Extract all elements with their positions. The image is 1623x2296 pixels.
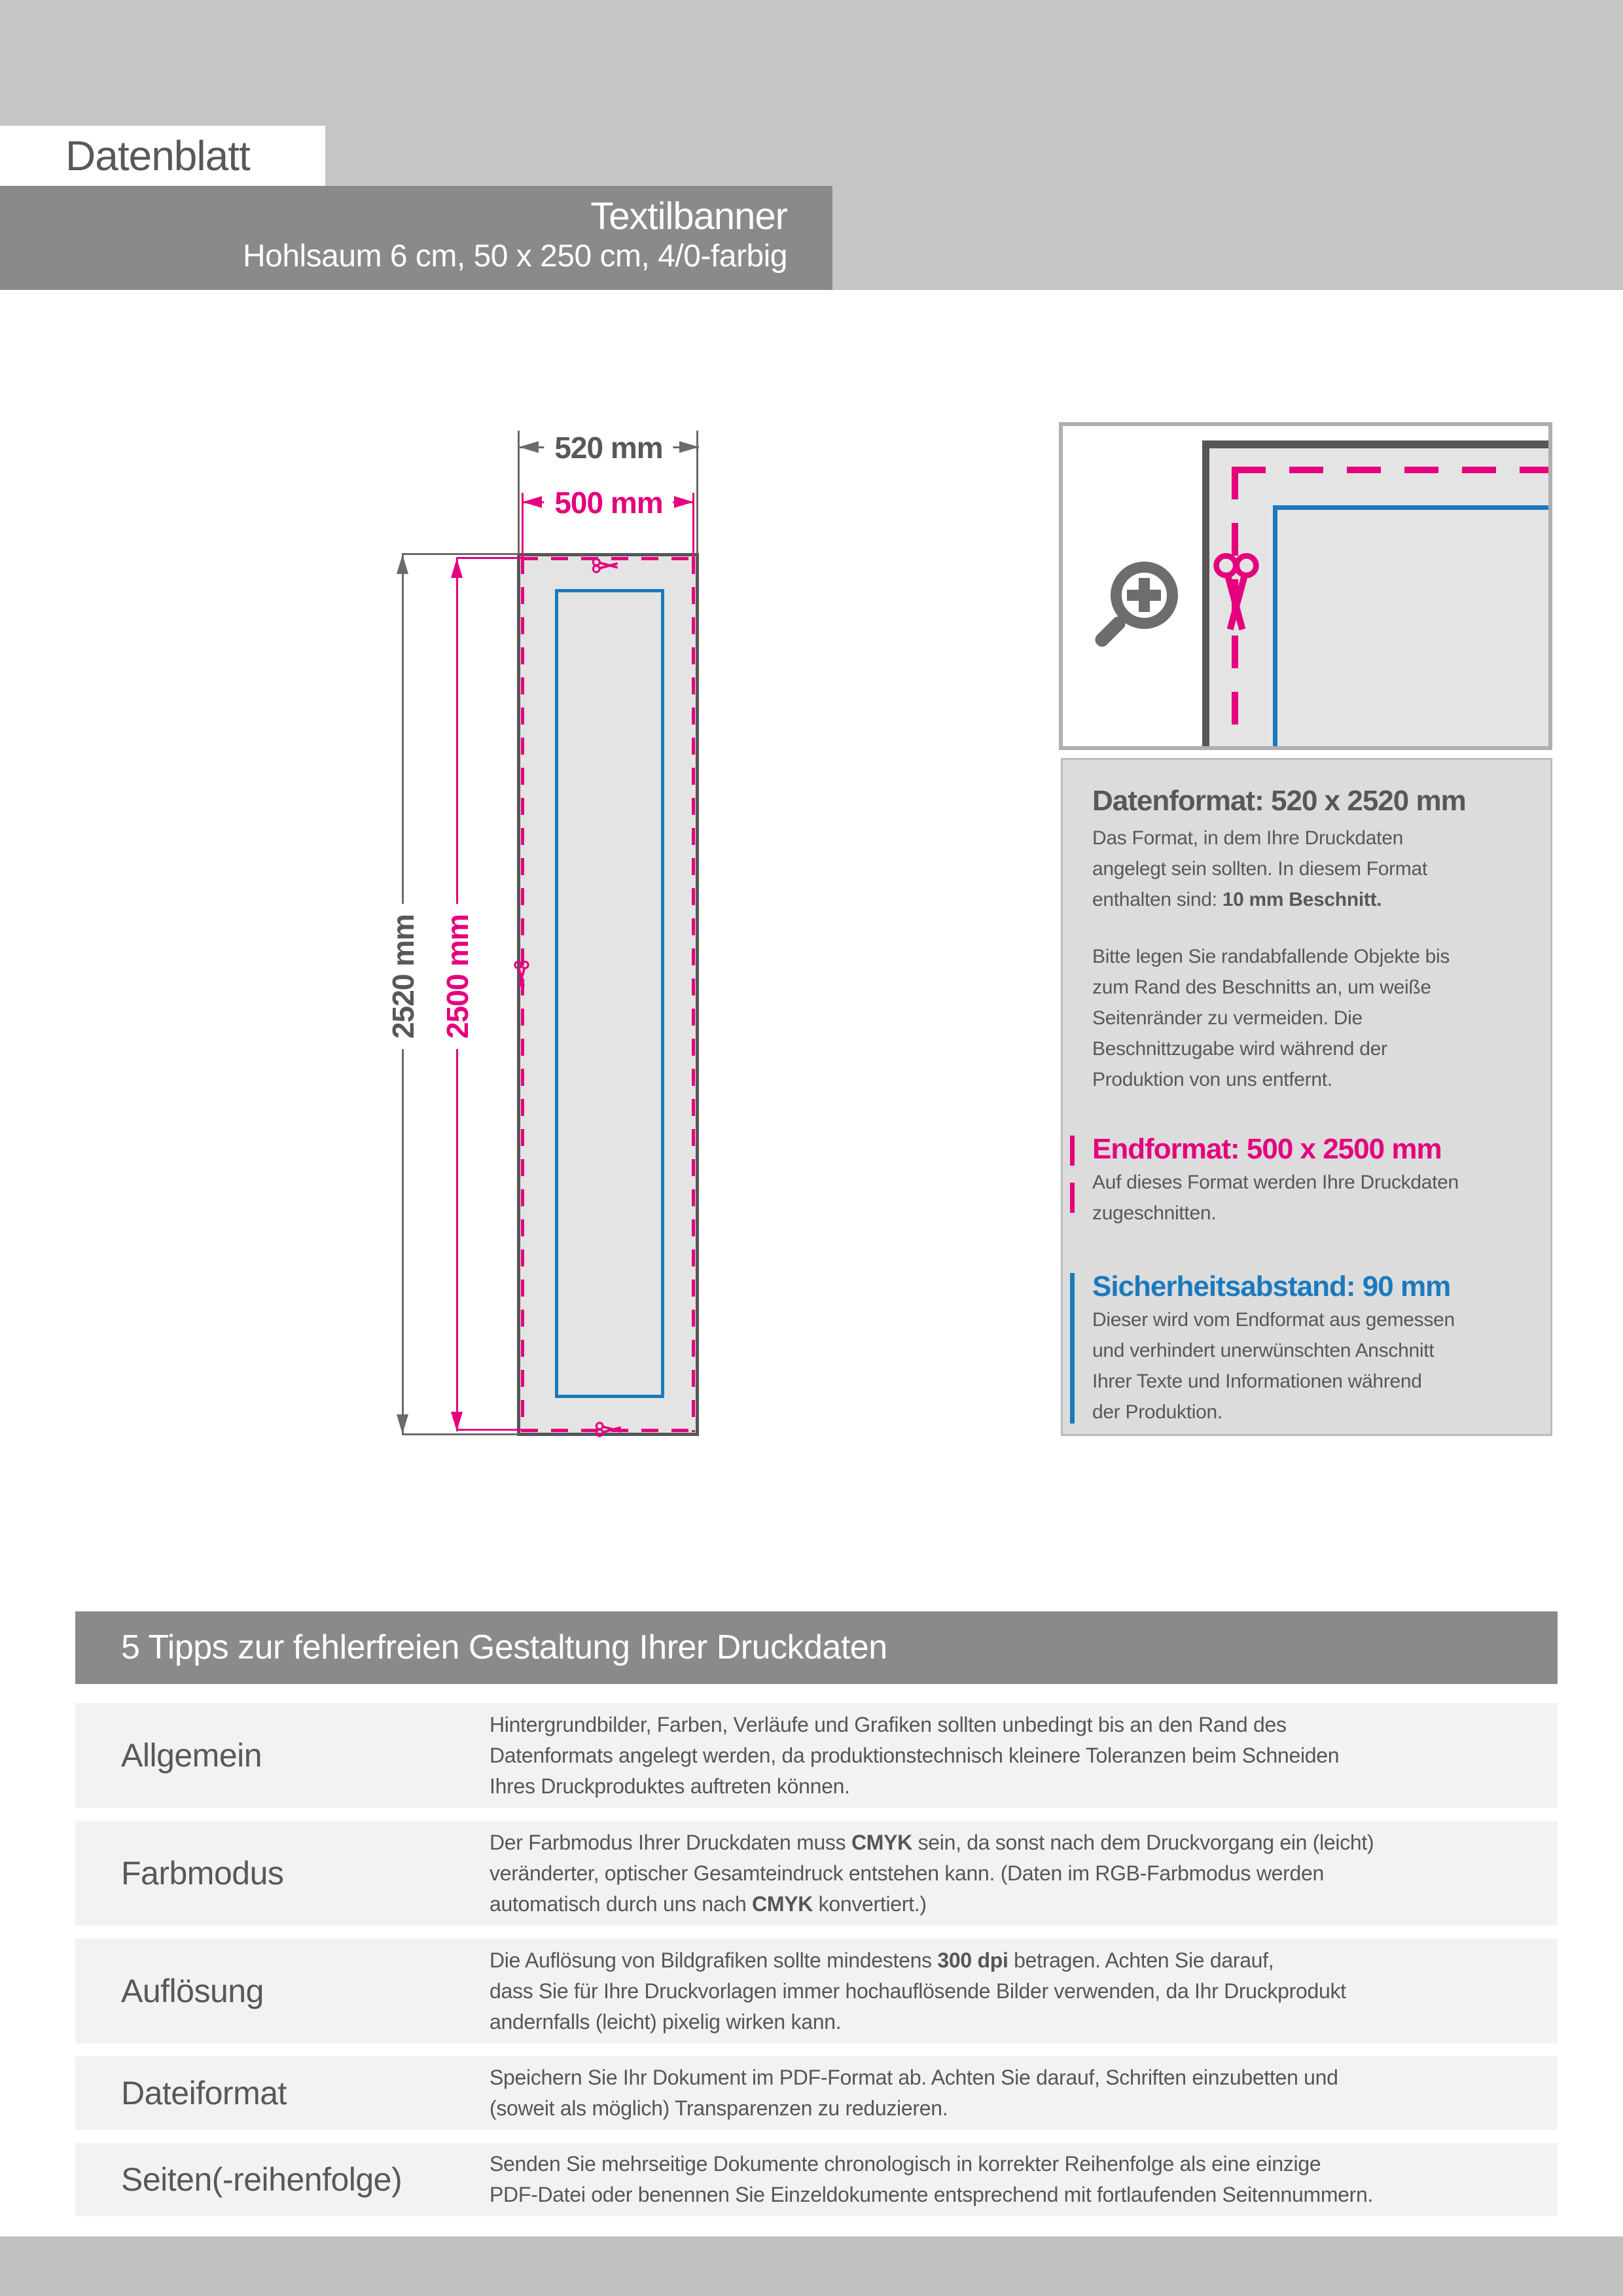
tip-row-allgemein <box>75 1703 1558 1808</box>
tip-text: Speichern Sie Ihr Dokument im PDF-Format ab. Achten Sie darauf, Schriften einzubetten und (soweit als möglich) Transparenzen zu reduzieren. <box>490 2066 1338 2120</box>
dataformat-text-2: Bitte legen Sie randabfallende Objekte bis zum Rand des Beschnitts an, um weiße Seitenränder zu vermeiden. Die Beschnittzugabe wird während der Produktion von uns entfernt. <box>1092 946 1450 1090</box>
tip-row-seitenreihenfolge <box>75 2143 1558 2216</box>
dataformat-section <box>1092 783 1523 1095</box>
product-name: Textilbanner <box>590 195 787 238</box>
detail-dataformat-edge <box>1202 440 1548 448</box>
endformat-text: Auf dieses Format werden Ihre Druckdaten zugeschnitten. <box>1092 1172 1459 1224</box>
tip-text: Hintergrundbilder, Farben, Verläufe und Grafiken sollten unbedingt bis an den Rand des Datenformats angelegt werden, da produktionstechnisch kleinere Toleranzen beim Schneiden Ihres Druckproduktes auftreten können. <box>490 1712 1340 1798</box>
magnifier-plus-icon <box>1139 578 1150 612</box>
tip-label: Seiten(-reihenfolge) <box>121 2161 402 2198</box>
tip-row-farbmodus <box>75 1821 1558 1926</box>
dim-ext-line <box>402 1433 518 1435</box>
dim-ext-line <box>456 557 524 559</box>
detail-cutline <box>1232 467 1548 473</box>
tip-text: Die Auflösung von Bildgrafiken sollte mindestens 300 dpi betragen. Achten Sie darauf, dass Sie für Ihre Druckvorlagen immer hochauflösende Bilder verwenden, da Ihr Druckprodukt andernfalls (leicht) pixelig wirken kann. <box>490 1948 1346 2034</box>
dim-label-500: 500 mm <box>544 484 673 522</box>
dim-label-2500: 2500 mm <box>438 904 476 1049</box>
detail-safety-line <box>1273 505 1548 510</box>
scissors-icon <box>595 1421 622 1438</box>
format-info-panel <box>1061 758 1552 1436</box>
arrowhead-icon <box>451 558 463 578</box>
sheet-label-box <box>0 126 325 186</box>
endformat-marker <box>1070 1136 1075 1221</box>
tip-row-dateiformat <box>75 2056 1558 2130</box>
scissors-icon <box>1211 552 1262 634</box>
dim-label-520: 520 mm <box>544 429 673 467</box>
endformat-title: Endformat: 500 x 2500 mm <box>1092 1133 1442 1165</box>
detail-dataformat-edge <box>1202 440 1209 746</box>
tip-label: Allgemein <box>121 1737 262 1774</box>
product-variant: Hohlsaum 6 cm, 50 x 250 cm, 4/0-farbig <box>242 239 787 274</box>
cutline-right <box>692 557 695 1432</box>
dim-ext-line <box>456 1429 524 1431</box>
footer-band <box>0 2236 1623 2296</box>
product-band <box>0 186 832 290</box>
tip-text: Der Farbmodus Ihrer Druckdaten muss CMYK sein, da sonst nach dem Druckvorgang ein (leicht) veränderter, optischer Gesamteindruck entstehen kann. (Daten im RGB-Farbmodus werden automatisch durch uns nach CMYK konvertiert.) <box>490 1830 1374 1916</box>
detail-safety-line <box>1273 505 1277 746</box>
tip-label: Farbmodus <box>121 1855 284 1892</box>
endformat-section <box>1092 1132 1523 1229</box>
dim-ext-line <box>402 553 518 555</box>
arrowhead-icon <box>519 441 539 453</box>
tip-row-aufloesung <box>75 1939 1558 2043</box>
dataformat-title: Datenformat: 520 x 2520 mm <box>1092 785 1466 817</box>
dim-label-2520: 2520 mm <box>384 904 422 1049</box>
tip-label: Dateiformat <box>121 2075 287 2111</box>
sheet-label: Datenblatt <box>65 132 250 179</box>
safety-margin-rect <box>555 589 664 1398</box>
tips-title: 5 Tipps zur fehlerfreien Gestaltung Ihrer Druckdaten <box>121 1628 887 1666</box>
scissors-icon <box>513 960 530 988</box>
dataformat-text-1: Das Format, in dem Ihre Druckdaten angelegt sein sollten. In diesem Format enthalten sind: 10 mm Beschnitt. <box>1092 827 1427 910</box>
safety-marker <box>1070 1273 1075 1424</box>
arrowhead-icon <box>397 1414 408 1434</box>
arrowhead-icon <box>674 496 694 508</box>
arrowhead-icon <box>679 441 699 453</box>
cutline-left <box>521 557 524 1432</box>
arrowhead-icon <box>451 1412 463 1431</box>
scissors-icon <box>592 557 619 574</box>
safety-text: Dieser wird vom Endformat aus gemessen und verhindert unerwünschten Anschnitt Ihrer Texte und Informationen während der Produktion. <box>1092 1309 1455 1423</box>
safety-title: Sicherheitsabstand: 90 mm <box>1092 1270 1451 1302</box>
arrowhead-icon <box>397 554 408 574</box>
arrowhead-icon <box>522 496 542 508</box>
tip-label: Auflösung <box>121 1973 264 2009</box>
tip-text: Senden Sie mehrseitige Dokumente chronologisch in korrekter Reihenfolge als eine einzige PDF-Datei oder benennen Sie Einzeldokumente entsprechend mit fortlaufenden Seitennummern. <box>490 2152 1374 2206</box>
safety-section <box>1092 1269 1523 1427</box>
tips-header-bar <box>75 1611 1558 1684</box>
